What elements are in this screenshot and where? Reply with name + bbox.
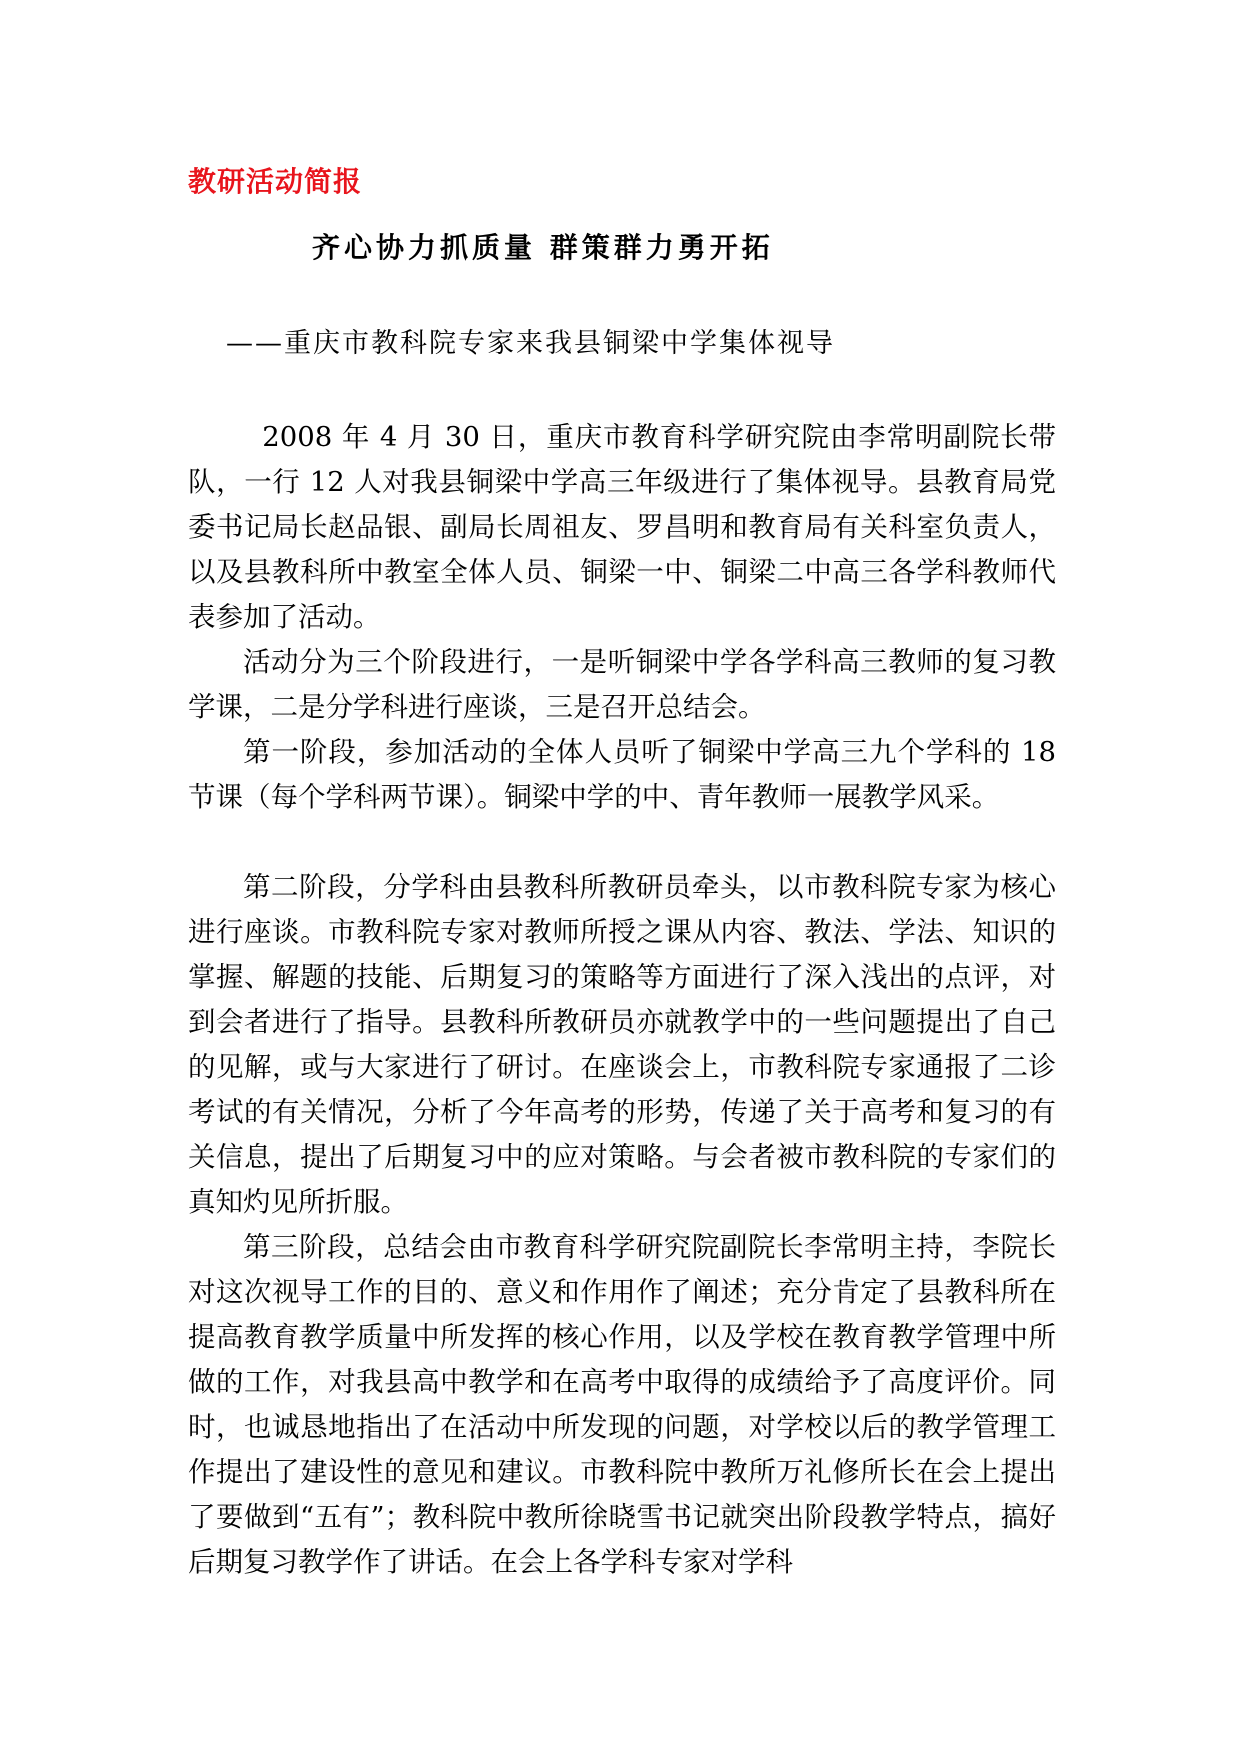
report-title: 齐心协力抓质量 群策群力勇开拓 — [312, 231, 774, 264]
report-subtitle: ——重庆市教科院专家来我县铜梁中学集体视导 — [226, 328, 835, 359]
report-body — [188, 415, 1056, 1585]
paragraph-stages: 活动分为三个阶段进行，一是听铜梁中学各学科高三教师的复习教学课，二是分学科进行座谈，三是召开总结会。 — [188, 646, 1056, 723]
paragraph-intro: 2008 年 4 月 30 日，重庆市教育科学研究院由李常明副院长带队，一行 12 人对我县铜梁中学高三年级进行了集体视导。县教育局党委书记局长赵品银、副局长周祖友、罗昌明和教育局有关科室负责人，以及县教科所中教室全体人员、铜梁一中、铜梁二中高三各学科教师代表参加了活动。 — [188, 421, 1056, 633]
paragraph-stage-one: 第一阶段，参加活动的全体人员听了铜梁中学高三九个学科的 18 节课（每个学科两节课）。铜梁中学的中、青年教师一展教学风采。 — [188, 736, 1056, 813]
report-label: 教研活动简报 — [188, 165, 363, 198]
paragraph-stage-two: 第二阶段，分学科由县教科所教研员牵头，以市教科院专家为核心进行座谈。市教科院专家对教师所授之课从内容、教法、学法、知识的掌握、解题的技能、后期复习的策略等方面进行了深入浅出的点评，对到会者进行了指导。县教科所教研员亦就教学中的一些问题提出了自己的见解，或与大家进行了研讨。在座谈会上，市教科院专家通报了二诊考试的有关情况，分析了今年高考的形势，传递了关于高考和复习的有关信息，提出了后期复习中的应对策略。与会者被市教科院的专家们的真知灼见所折服。 — [188, 871, 1056, 1218]
paragraph-stage-three: 第三阶段，总结会由市教育科学研究院副院长李常明主持，李院长对这次视导工作的目的、意义和作用作了阐述；充分肯定了县教科所在提高教育教学质量中所发挥的核心作用，以及学校在教育教学管理中所做的工作，对我县高中教学和在高考中取得的成绩给予了高度评价。同时，也诚恳地指出了在活动中所发现的问题，对学校以后的教学管理工作提出了建设性的意见和建议。市教科院中教所万礼修所长在会上提出了要做到“五有”；教科院中教所徐晓雪书记就突出阶段教学特点，搞好后期复习教学作了讲话。在会上各学科专家对学科 — [188, 1231, 1056, 1578]
